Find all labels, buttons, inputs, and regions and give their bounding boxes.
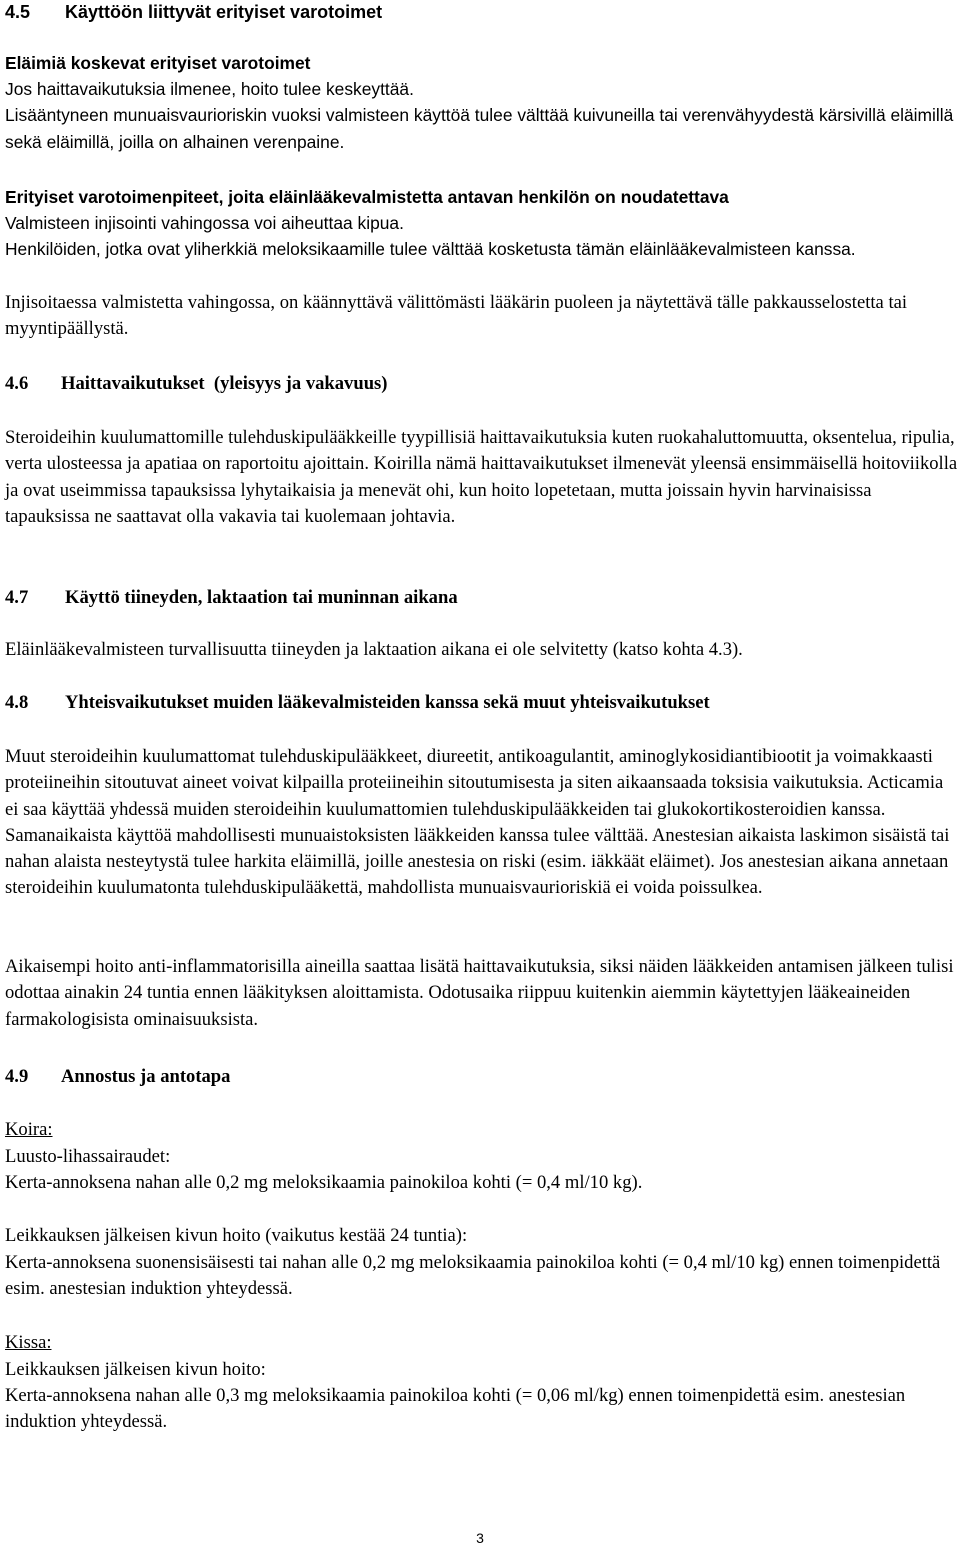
section-title: Käyttöön liittyvät erityiset varotoimet bbox=[65, 2, 383, 22]
paragraph-previous-treatment: Aikaisempi hoito anti-inflammatorisilla aineilla saattaa lisätä haittavaikutuksia, siksi näiden lääkkeiden antamisen jälkeen tulisi odottaa ainakin 24 tuntia ennen lääkityksen aloittamista. Odotusaika riippuu kuitenkin aiemmin käytettyjen lääkeaineiden farmakologisista ominaisuuksista. bbox=[5, 956, 954, 1030]
section-4-6-heading bbox=[5, 371, 387, 397]
section-number: 4.5 bbox=[5, 2, 31, 22]
page-number: 3 bbox=[476, 1530, 484, 1546]
section-number: 4.6 bbox=[5, 373, 29, 394]
cat-indication-postoperative: Leikkauksen jälkeisen kivun hoito: bbox=[5, 1359, 266, 1380]
dog-dosage-musculoskeletal: Kerta-annoksena nahan alle 0,2 mg meloksikaamia painokiloa kohti (= 0,4 ml/10 kg). bbox=[5, 1172, 643, 1193]
dog-dosage-postoperative: Kerta-annoksena suonensisäisesti tai nahan alle 0,2 mg meloksikaamia painokiloa kohti (= 0,4 ml/10 kg) ennen toimenpidettä esim. anestesian induktion yhteydessä. bbox=[5, 1252, 941, 1300]
species-label-cat: Kissa: bbox=[5, 1332, 52, 1353]
paragraph-pregnancy: Eläinlääkevalmisteen turvallisuutta tiineyden ja laktaation aikana ei ole selvitetty (katso kohta 4.3). bbox=[5, 639, 743, 660]
dog-indication-postoperative: Leikkauksen jälkeisen kivun hoito (vaikutus kestää 24 tuntia): bbox=[5, 1225, 468, 1246]
species-label-dog: Koira: bbox=[5, 1119, 53, 1140]
subheading-administrator-precautions: Erityiset varotoimenpiteet, joita eläinlääkevalmistetta antavan henkilön on noudatettava bbox=[5, 187, 729, 207]
section-title: Annostus ja antotapa bbox=[61, 1066, 231, 1087]
section-4-8-heading bbox=[5, 690, 710, 716]
section-number: 4.7 bbox=[5, 587, 29, 608]
paragraph-interactions: Muut steroideihin kuulumattomat tulehduskipulääkkeet, diureetit, antikoagulantit, aminoglykosidiantibiootit ja voimakkaasti proteiineihin sitoutuvat aineet voivat kilpailla proteiineihin sitoutumisesta ja siten aikaansaada toksisia vaikutuksia. Acticamia ei saa käyttää yhdessä muiden steroideihin kuulumattomien tulehduskipulääkkeiden tai glukokortikosteroidien kanssa. Samanaikaista käyttöä mahdollisesti munuaistoksisten lääkkeiden kanssa tulee välttää. Anestesian aikaista laskimon sisäistä tai nahan alaista nesteytystä tulee harkita eläimillä, joille anestesia on riski (esim. iäkkäät eläimet). Jos anestesian aikana annetaan steroideihin kuulumatonta tulehduskipulääkettä, mahdollista munuaisvaurioriskiä ei voida poissulkea. bbox=[5, 746, 950, 899]
paragraph-animal-precautions: Jos haittavaikutuksia ilmenee, hoito tulee keskeyttää. Lisääntyneen munuaisvaurioriskin vuoksi valmisteen käyttöä tulee välttää kuivuneilla tai verenvähyydestä kärsivillä eläimillä sekä eläimillä, joilla on alhainen verenpaine. bbox=[5, 79, 954, 152]
section-4-9-heading bbox=[5, 1064, 230, 1090]
section-number: 4.9 bbox=[5, 1066, 29, 1087]
dog-indication-musculoskeletal: Luusto-lihassairaudet: bbox=[5, 1146, 171, 1167]
section-title: Käyttö tiineyden, laktaation tai muninnan aikana bbox=[65, 587, 458, 608]
paragraph-administrator-precautions: Valmisteen injisointi vahingossa voi aiheuttaa kipua. Henkilöiden, jotka ovat yliherkkiä meloksikaamille tulee välttää kosketusta tämän eläinlääkevalmisteen kanssa. bbox=[5, 213, 856, 260]
paragraph-adverse-reactions: Steroideihin kuulumattomille tulehduskipulääkkeille tyypillisiä haittavaikutuksia kuten ruokahaluttomuutta, oksentelua, ripulia, verta ulosteessa ja apatiaa on raportoitu ajoittain. Koirilla nämä haittavaikutukset ilmenevät yleensä ensimmäisellä hoitoviikolla ja ovat useimmissa tapauksissa lyhytaikaisia ja menevät ohi, kun hoito lopetetaan, mutta joissain hyvin harvinaisissa tapauksissa ne saattavat olla vakavia tai kuolemaan johtavia. bbox=[5, 427, 958, 527]
cat-dosage-postoperative: Kerta-annoksena nahan alle 0,3 mg meloksikaamia painokiloa kohti (= 0,06 ml/kg) ennen toimenpidettä esim. anestesian induktion yhteydessä. bbox=[5, 1385, 906, 1433]
section-title: Yhteisvaikutukset muiden lääkevalmisteiden kanssa sekä muut yhteisvaikutukset bbox=[65, 692, 710, 713]
section-4-5-heading bbox=[5, 0, 382, 25]
section-number: 4.8 bbox=[5, 692, 29, 713]
paragraph-accidental-injection: Injisoitaessa valmistetta vahingossa, on käännyttävä välittömästi lääkärin puoleen ja näytettävä tälle pakkausselostetta tai myyntipäällystä. bbox=[5, 292, 908, 340]
section-4-7-heading bbox=[5, 585, 458, 611]
subheading-animal-precautions: Eläimiä koskevat erityiset varotoimet bbox=[5, 53, 311, 73]
section-title: Haittavaikutukset (yleisyys ja vakavuus) bbox=[61, 373, 388, 394]
